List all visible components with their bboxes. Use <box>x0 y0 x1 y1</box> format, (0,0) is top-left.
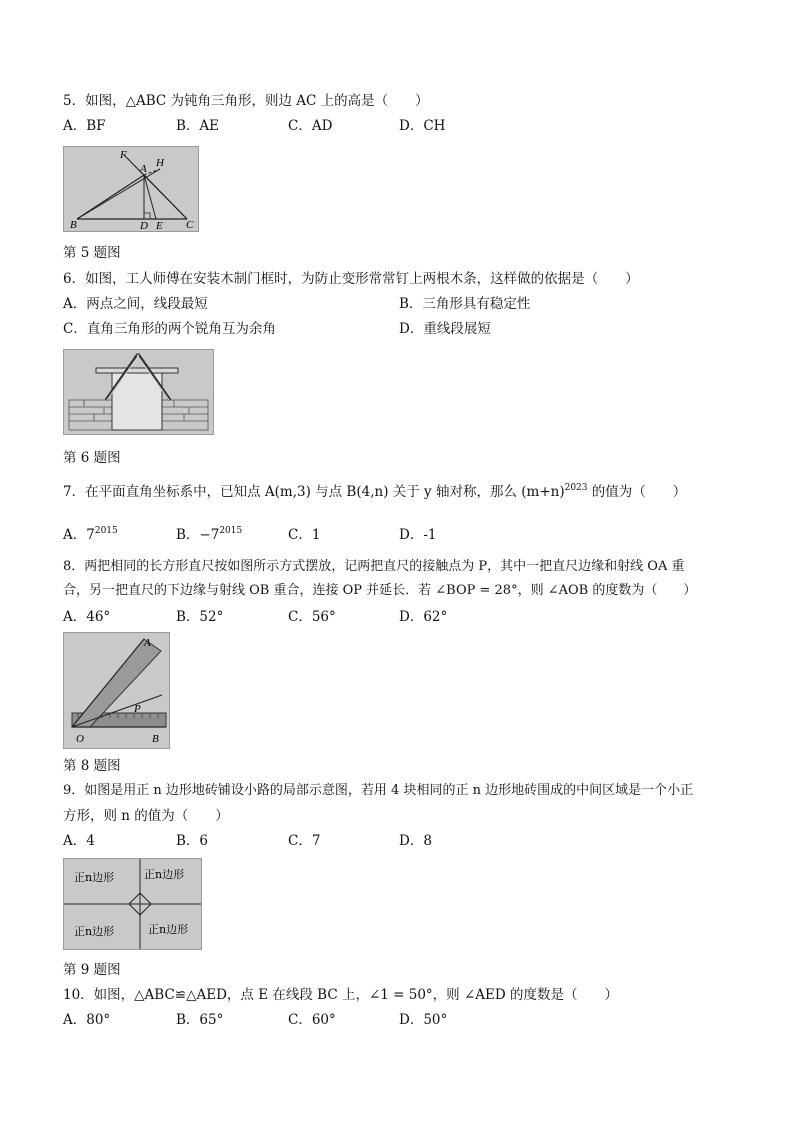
q7-option-c: C．1 <box>288 527 321 543</box>
q9-option-a: A．4 <box>63 833 95 849</box>
q8-stem-line1: 8．两把相同的长方形直尺按如图所示方式摆放，记两把直尺的接触点为 P，其中一把直尺边缘和射线 OA 重 <box>63 559 685 574</box>
q5-caption: 第 5 题图 <box>63 245 121 261</box>
q7-option-b: B．$-7^{2015}$ <box>176 526 243 543</box>
q6-option-d: D．重线段展短 <box>399 321 491 337</box>
q5-figure <box>63 146 199 232</box>
q5-option-a: A．BF <box>63 118 106 134</box>
q10-stem: 10．如图，△ABC≌△AED，点 E 在线段 BC 上，∠1 = 50°，则 ∠AED 的度数是（ ） <box>63 987 618 1003</box>
q9-tile-label-tl: 正n边形 <box>74 871 115 884</box>
q8-stem-line2: 合，另一把直尺的下边缘与射线 OB 重合，连接 OP 并延长．若 ∠BOP = 28°，则 ∠AOB 的度数为（ ） <box>63 583 697 598</box>
q7-stem-sup: 2023 <box>564 483 588 493</box>
q5-option-b: B．AE <box>176 118 220 134</box>
q7-stem-post: 的值为（ ） <box>587 484 687 500</box>
q6-caption: 第 6 题图 <box>63 450 121 466</box>
q6-stem: 6．如图，工人师傅在安装木制门框时，为防止变形常常钉上两根木条，这样做的依据是（ ） <box>63 271 639 287</box>
q5-fig-label-f: F <box>120 149 127 161</box>
q9-caption: 第 9 题图 <box>63 962 121 978</box>
q7-stem-pre: 7．在平面直角坐标系中，已知点 A(m,3) 与点 B(4,n) 关于 y 轴对称，那么 (m+n) <box>63 484 565 500</box>
q8-figure <box>63 632 170 749</box>
q9-tile-label-bl: 正n边形 <box>74 925 115 938</box>
q9-tile-label-br: 正n边形 <box>148 923 189 936</box>
q6-option-c: C．直角三角形的两个锐角互为余角 <box>63 321 276 337</box>
q6-option-a: A．两点之间，线段最短 <box>63 296 208 312</box>
q10-option-d: D．50° <box>399 1012 448 1028</box>
q9-option-d: D．8 <box>399 833 432 849</box>
q7-option-a: A．$7^{2015}$ <box>63 526 118 543</box>
q5-option-d: D．CH <box>399 118 446 134</box>
q8-option-d: D．62° <box>399 609 448 625</box>
q8-option-a: A．46° <box>63 609 111 625</box>
q8-option-b: B．52° <box>176 609 224 625</box>
q10-option-a: A．80° <box>63 1012 111 1028</box>
q7-option-d: D．-1 <box>399 527 437 543</box>
q9-stem-line2: 方形，则 n 的值为（ ） <box>63 808 229 824</box>
q9-stem-line1: 9．如图是用正 n 边形地砖铺设小路的局部示意图，若用 4 块相同的正 n 边形地砖围成的中间区域是一个小正 <box>63 783 694 798</box>
q8-fig-label-b: B <box>152 733 159 745</box>
q5-fig-label-a: A <box>140 163 147 175</box>
q9-tile-label-tr: 正n边形 <box>144 868 185 881</box>
q7-stem <box>63 483 686 501</box>
q8-fig-label-p: P <box>134 703 141 715</box>
q5-fig-label-h: H <box>156 157 164 169</box>
q9-figure <box>63 858 202 950</box>
q8-fig-label-o: O <box>76 733 84 745</box>
q9-option-c: C．7 <box>288 833 321 849</box>
q10-option-b: B．65° <box>176 1012 224 1028</box>
q8-caption: 第 8 题图 <box>63 758 121 774</box>
q5-fig-label-c: C <box>186 219 194 231</box>
q5-fig-label-e: E <box>156 220 163 231</box>
q5-stem: 5．如图，△ABC 为钝角三角形，则边 AC 上的高是（ ） <box>63 93 429 109</box>
q5-fig-label-d: D <box>140 220 148 231</box>
q5-option-c: C．AD <box>288 118 333 134</box>
q5-fig-label-b: B <box>70 219 77 231</box>
q10-option-c: C．60° <box>288 1012 336 1028</box>
q8-option-c: C．56° <box>288 609 336 625</box>
q9-option-b: B．6 <box>176 833 209 849</box>
q6-option-b: B．三角形具有稳定性 <box>399 296 531 312</box>
q6-figure <box>63 349 214 435</box>
q8-fig-label-a: A <box>144 637 151 649</box>
